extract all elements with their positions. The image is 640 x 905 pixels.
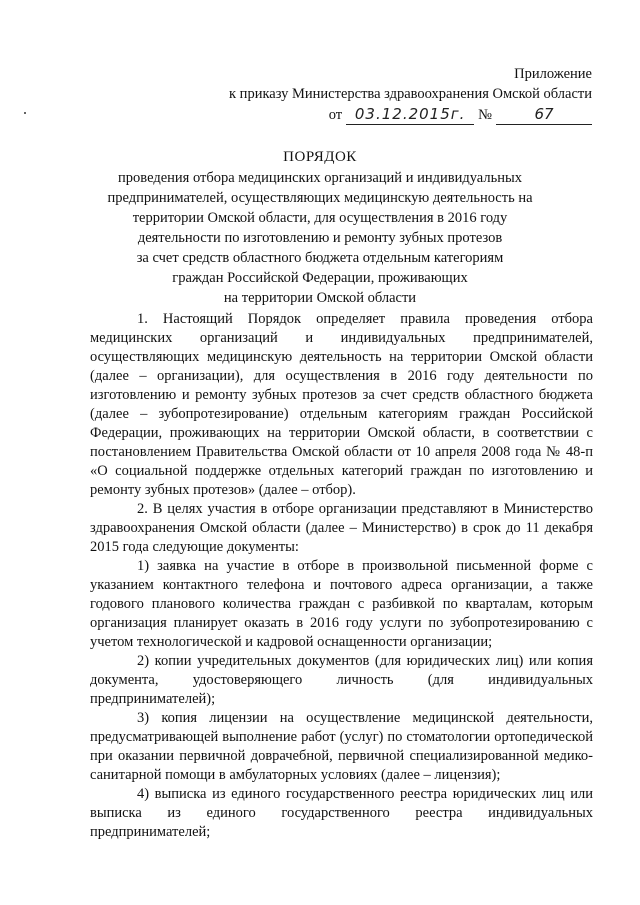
- paragraph-2: 2. В целях участия в отборе организации представляют в Министерство здравоохранения Омской области (далее – Министерство) в срок до 11 декабря 2015 года следующие документы:: [90, 501, 593, 555]
- number-label: №: [478, 107, 492, 123]
- order-reference: к приказу Министерства здравоохранения Омской области: [229, 86, 592, 102]
- list-item-1: 1) заявка на участие в отборе в произвольной письменной форме с указанием контактного телефона и почтового адреса организации, а также годового планового количества граждан с разбивкой по кварталам, которым организация планирует оказать в 2016 году услуги по зубопротезированию с учетом технологической и кадровой оснащенности организации;: [90, 558, 593, 650]
- document-body: [90, 310, 593, 842]
- order-date-number-line: [192, 104, 592, 126]
- appendix-header: [192, 64, 592, 126]
- subtitle-line: на территории Омской области: [223, 290, 417, 306]
- list-item-3: 3) копия лицензии на осуществление медицинской деятельности, предусматривающей выполнение работ (услуг) по стоматологии ортопедической при оказании первичной доврачебной, первичной специализированной медико-санитарной помощи в амбулаторных условиях (далее – лицензия);: [90, 710, 593, 783]
- appendix-label: Приложение: [514, 66, 592, 82]
- handwritten-number: 67: [496, 104, 592, 125]
- paragraph-1: 1. Настоящий Порядок определяет правила проведения отбора медицинских организаций и индивидуальных предпринимателей, осуществляющих медицинскую деятельность на территории Омской области (далее – организации), для осуществления в 2016 году деятельности по изготовлению и ремонту зубных протезов за счет средств областного бюджета (далее – зубопротезирование) отдельным категориям граждан Российской Федерации, проживающих на территории Омской области, в соответствии с постановлением Правительства Омской области от 10 апреля 2008 года № 48-п «О социальной поддержке отдельных категорий граждан по изготовлению и ремонту зубных протезов» (далее – отбор).: [90, 311, 593, 498]
- subtitle-line: за счет средств областного бюджета отдельным категориям: [136, 250, 504, 266]
- from-label: от: [328, 107, 343, 123]
- stray-dot: [24, 112, 26, 114]
- subtitle-line: деятельности по изготовлению и ремонту зубных протезов: [137, 230, 503, 246]
- list-item-2: 2) копии учредительных документов (для юридических лиц) или копия документа, удостоверяющего личность (для индивидуальных предпринимателей);: [90, 653, 593, 707]
- subtitle-line: предпринимателей, осуществляющих медицинскую деятельность на: [107, 190, 533, 206]
- list-item-4: 4) выписка из единого государственного реестра юридических лиц или выписка из единого государственного реестра индивидуальных предпринимателей;: [90, 786, 593, 840]
- document-subtitle: [90, 168, 550, 308]
- subtitle-line: проведения отбора медицинских организаций и индивидуальных: [118, 170, 522, 186]
- subtitle-line: граждан Российской Федерации, проживающих: [172, 270, 468, 286]
- document-title: ПОРЯДОК: [283, 149, 357, 165]
- handwritten-date: 03.12.2015г.: [346, 104, 474, 125]
- subtitle-line: территории Омской области, для осуществления в 2016 году: [132, 210, 508, 226]
